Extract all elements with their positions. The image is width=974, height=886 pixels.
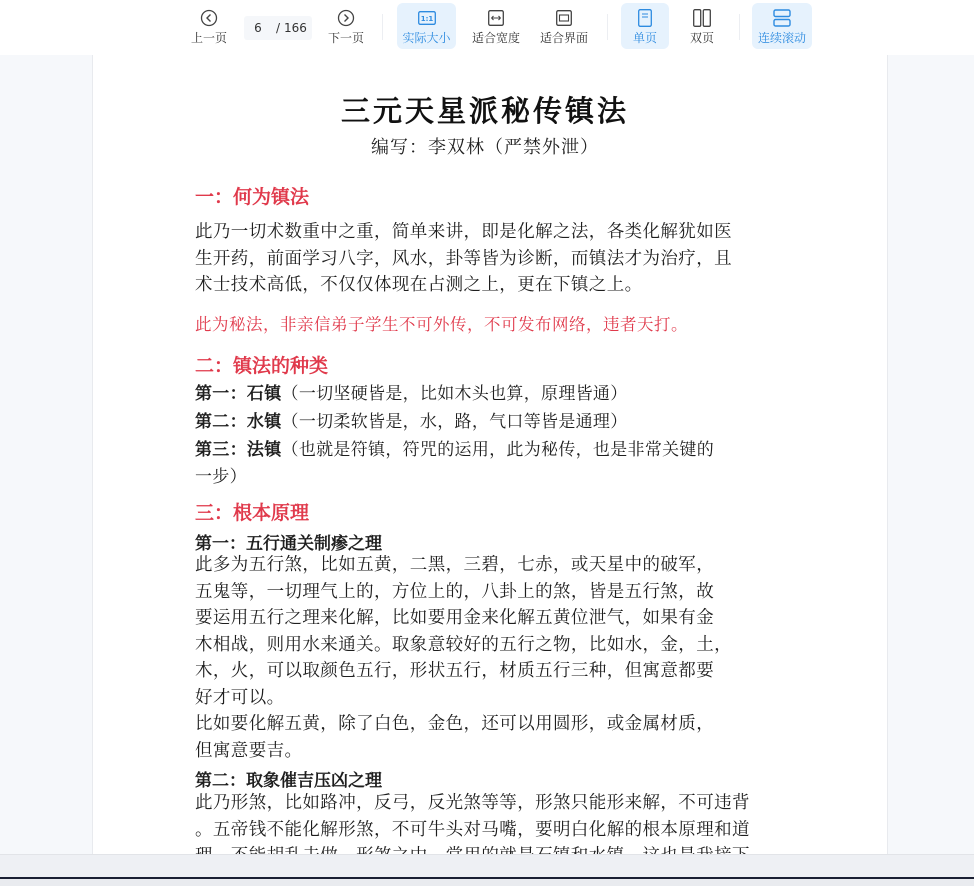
double-page-button[interactable]	[678, 3, 726, 49]
item-desc: （也就是符镇，符咒的运用，此为秘传，也是非常关键的	[281, 440, 715, 460]
toolbar-divider	[739, 14, 740, 40]
list-item	[195, 381, 775, 408]
single-page-button[interactable]	[621, 3, 669, 49]
paragraph-line: 五鬼等，一切理气上的，方位上的，八卦上的煞，皆是五行煞，故	[195, 581, 715, 602]
fit-page-label: 适合界面	[539, 31, 588, 45]
subsection-2-heading: 第二：取象催吉压凶之理	[195, 771, 382, 791]
actual-size-label: 实际大小	[402, 31, 451, 45]
list-item	[195, 437, 775, 464]
item-prefix: 第三：	[195, 440, 247, 460]
toolbar-divider	[607, 14, 608, 40]
paragraph-line: 。五帝钱不能化解形煞，不可牛头对马嘴，要明白化解的根本原理和道	[195, 819, 750, 840]
single-page-icon	[638, 6, 652, 30]
paragraph-line: 此乃一切术数重中之重，简单来讲，即是化解之法，各类化解犹如医	[195, 222, 732, 242]
fit-width-icon	[488, 6, 504, 30]
secret-warning: 此为秘法，非亲信弟子学生不可外传，不可发布网络，违者天打。	[195, 315, 688, 334]
viewer-toolbar	[0, 0, 974, 55]
item-desc: （一切坚硬皆是，比如木头也算，原理皆通）	[281, 384, 628, 404]
section-2-heading: 二：镇法的种类	[195, 355, 329, 377]
paragraph-line: 但寓意要吉。	[195, 740, 303, 761]
fit-page-icon	[556, 6, 572, 30]
double-page-label: 双页	[689, 31, 714, 45]
paragraph-line: 术士技术高低，不仅仅体现在占测之上，更在下镇之上。	[195, 275, 643, 295]
section-3-heading: 三：根本原理	[195, 502, 310, 524]
paragraph-line: 比如要化解五黄，除了白色，金色，还可以用圆形，或金属材质，	[195, 714, 715, 734]
paragraph-line: 好才可以。	[195, 687, 285, 708]
taskbar-strip	[0, 879, 974, 886]
current-page-input[interactable]: 6	[254, 21, 262, 35]
fit-width-button[interactable]	[468, 3, 524, 49]
item-name: 法镇	[246, 440, 282, 460]
toolbar-divider	[382, 14, 383, 40]
document-page[interactable]	[92, 55, 888, 854]
double-page-icon	[693, 6, 711, 30]
actual-size-icon	[418, 6, 436, 30]
fit-page-button[interactable]	[536, 3, 592, 49]
page-indicator	[244, 16, 312, 40]
document-subtitle: 编写：李双林（严禁外泄）	[371, 137, 599, 158]
item-prefix: 第一：	[195, 384, 247, 404]
svg-text:1:1: 1:1	[420, 15, 433, 23]
paragraph-line: 此多为五行煞，比如五黄，二黑，三碧，七赤，或天星中的破军，	[195, 555, 715, 575]
list-item-continuation: 一步）	[195, 467, 247, 487]
item-name: 石镇	[246, 384, 282, 404]
actual-size-button[interactable]	[397, 3, 456, 49]
prev-page-label: 上一页	[190, 31, 227, 45]
continuous-scroll-icon	[773, 6, 791, 30]
total-pages: 166	[284, 21, 307, 35]
single-page-label: 单页	[632, 31, 657, 45]
list-item	[195, 409, 775, 436]
section-1-heading: 一：何为镇法	[195, 186, 310, 208]
continuous-scroll-label: 连续滚动	[757, 31, 806, 45]
prev-page-button[interactable]	[186, 3, 232, 49]
next-page-button[interactable]	[323, 3, 369, 49]
subsection-1-heading: 第一：五行通关制瘆之理	[195, 534, 382, 554]
page-separator: /	[275, 21, 281, 35]
bottom-status-strip	[0, 854, 974, 878]
subsection-1-body	[195, 552, 732, 764]
section-1-paragraph	[195, 219, 732, 299]
paragraph-line: 生开药，前面学习八字，风水，卦等皆为诊断，而镇法才为治疗，且	[195, 248, 732, 269]
paragraph-line: 木，火，可以取颜色五行，形状五行，材质五行三种，但寓意都要	[195, 661, 715, 681]
paragraph-line: 木相战，则用水来通关。取象意较好的五行之物，比如水，金，土，	[195, 634, 732, 655]
item-name: 水镇	[246, 412, 282, 432]
continuous-scroll-button[interactable]	[752, 3, 812, 49]
paragraph-line: 要运用五行之理来化解，比如要用金来化解五黄位泄气，如果有金	[195, 608, 715, 628]
chevron-left-circle-icon	[200, 6, 218, 30]
item-prefix: 第二：	[195, 412, 247, 432]
item-desc: （一切柔软皆是，水，路，气口等皆是通理）	[281, 412, 628, 432]
document-title: 三元天星派秘传镇法	[340, 94, 629, 128]
fit-width-label: 适合宽度	[471, 31, 520, 45]
chevron-right-circle-icon	[337, 6, 355, 30]
paragraph-line: 此乃形煞，比如路冲，反弓，反光煞等等，形煞只能形来解，不可违背	[195, 793, 750, 813]
next-page-label: 下一页	[327, 31, 364, 45]
